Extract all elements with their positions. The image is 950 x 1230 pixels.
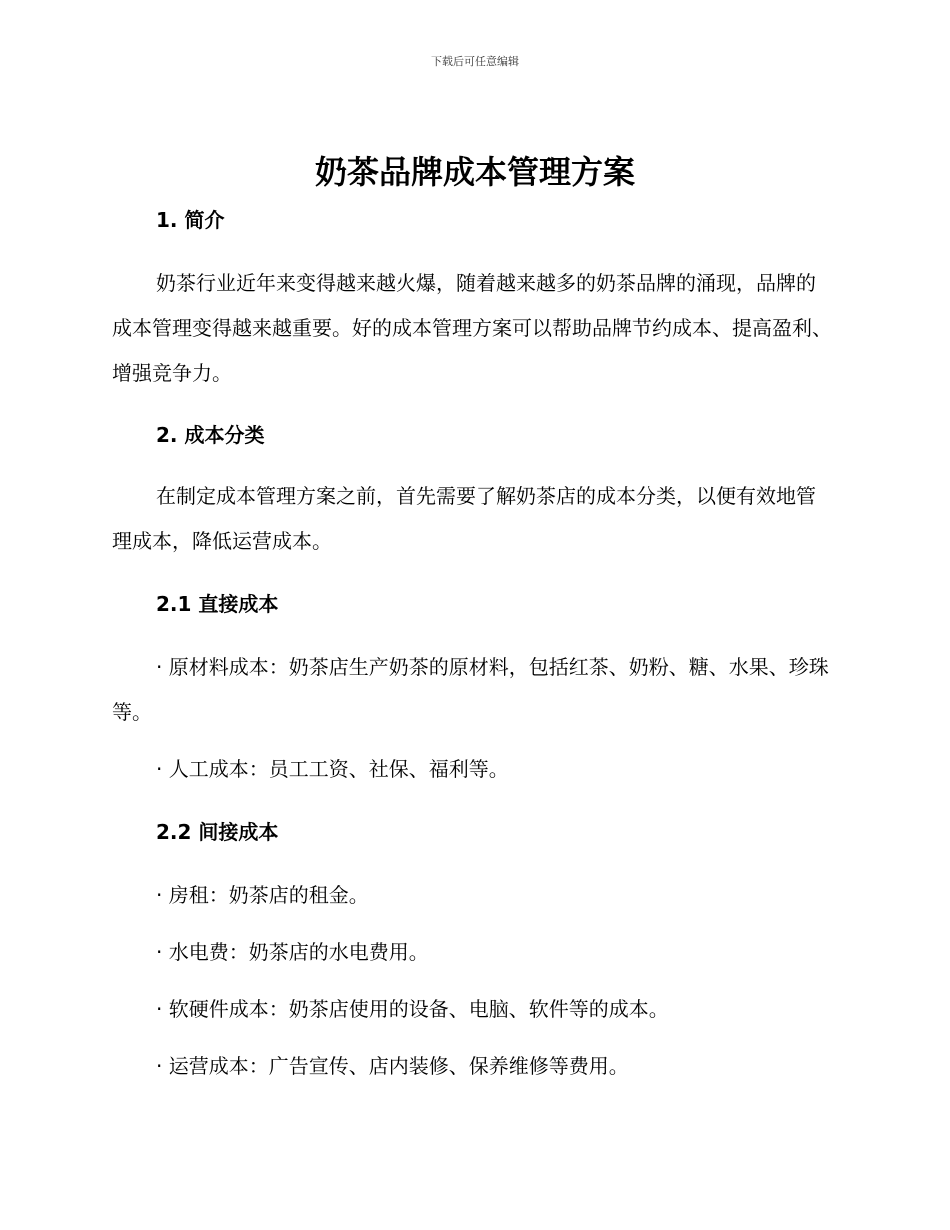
document-body [112, 202, 832, 1089]
list-item: · 房租：奶茶店的租金。 [156, 883, 369, 907]
document-title: 奶茶品牌成本管理方案 [314, 153, 635, 191]
subsection-heading-direct-cost: 2.1 直接成本 [156, 592, 279, 616]
list-item: · 水电费：奶茶店的水电费用。 [156, 940, 429, 964]
header-note: 下载后可任意编辑 [431, 55, 519, 68]
section-heading-cost-category: 2. 成本分类 [156, 423, 265, 447]
list-item: · 原材料成本：奶茶店生产奶茶的原材料，包括红茶、奶粉、糖、水果、珍珠等。 [112, 655, 829, 724]
list-item: · 软硬件成本：奶茶店使用的设备、电脑、软件等的成本。 [156, 997, 669, 1021]
subsection-heading-indirect-cost: 2.2 间接成本 [156, 820, 279, 844]
list-item: · 运营成本：广告宣传、店内装修、保养维修等费用。 [156, 1054, 629, 1078]
cost-category-paragraph: 在制定成本管理方案之前，首先需要了解奶茶店的成本分类，以便有效地管理成本，降低运营成本。 [112, 484, 816, 553]
intro-paragraph: 奶茶行业近年来变得越来越火爆，随着越来越多的奶茶品牌的涌现，品牌的成本管理变得越来越重要。好的成本管理方案可以帮助品牌节约成本、提高盈利、增强竞争力。 [112, 271, 832, 385]
section-heading-intro: 1. 简介 [156, 208, 225, 232]
list-item: · 人工成本：员工工资、社保、福利等。 [156, 757, 509, 781]
